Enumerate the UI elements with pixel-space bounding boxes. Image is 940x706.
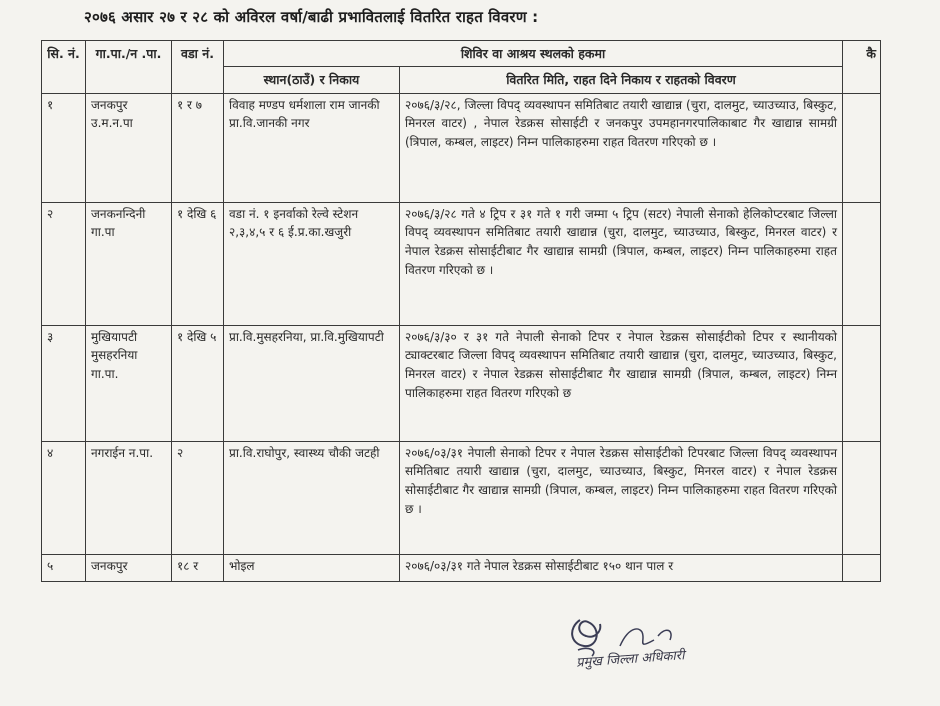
cell-sn: ३ (42, 325, 86, 441)
header-remarks: कै (843, 41, 881, 94)
cell-remarks (843, 202, 881, 325)
cell-ward: १ देखि ६ (172, 202, 224, 325)
signature-title: प्रमुख जिल्ला अधिकारी (575, 648, 685, 671)
cell-details: २०७६/३/२८, जिल्ला विपद् व्यवस्थापन समितिबाट तयारी खाद्यान्न (चुरा, दालमुट, च्याउच्याउ, बिस्कुट, मिनरल वाटर) , नेपाल रेडक्रस सोसाईटी र जनकपुर उपमहानगरपालिकाबाट गैर खाद्यान्न सामग्री (त्रिपाल, कम्बल, लाइटर) निम्न पालिकाहरुमा राहत वितरण गरिएको छ । (400, 93, 843, 202)
cell-municipality: जनकपुर उ.म.न.पा (86, 93, 172, 202)
cell-ward: २ (172, 441, 224, 554)
header-details: वितरित मिति, राहत दिने निकाय र राहतको विवरण (400, 67, 843, 93)
header-camp-group: शिविर वा आश्रय स्थलको हकमा (224, 41, 843, 67)
cell-sn: ५ (42, 554, 86, 581)
cell-municipality: मुखियापटी मुसहरनिया गा.पा. (86, 325, 172, 441)
table-row (42, 202, 881, 325)
header-municipality: गा.पा./न .पा. (86, 41, 172, 94)
table-row (42, 325, 881, 441)
cell-location: विवाह मण्डप धर्मशाला राम जानकी प्रा.वि.जानकी नगर (224, 93, 400, 202)
cell-remarks (843, 93, 881, 202)
cell-details: २०७६/०३/३१ नेपाली सेनाको टिपर र नेपाल रेडक्रस सोसाईटीको टिपरबाट जिल्ला विपद् व्यवस्थापन समितिबाट तयारी खाद्यान्न (चुरा, दालमुट, च्याउच्याउ, बिस्कुट, मिनरल वाटर) र नेपाल रेडक्रस सोसाईटीबाट गैर खाद्यान्न सामग्री (त्रिपाल, कम्बल, लाइटर) निम्न पालिकाहरुमा राहत वितरण गरिएको छ । (400, 441, 843, 554)
cell-sn: ४ (42, 441, 86, 554)
cell-ward: १ देखि ५ (172, 325, 224, 441)
page-title: २०७६ असार २७ र २८ को अविरल वर्षा/बाढी प्रभावितलाई वितरित राहत विवरण : (84, 8, 539, 26)
cell-sn: १ (42, 93, 86, 202)
cell-municipality: नगराईन न.पा. (86, 441, 172, 554)
cell-location: प्रा.वि.मुसहरनिया, प्रा.वि.मुखियापटी (224, 325, 400, 441)
table-row (42, 441, 881, 554)
cell-remarks (843, 441, 881, 554)
cell-sn: २ (42, 202, 86, 325)
cell-location: वडा नं. १ इनर्वाको रेल्वे स्टेशन २,३,४,५ र ६ ई.प्र.का.खजुरी (224, 202, 400, 325)
cell-details: २०७६/३/३० र ३१ गते नेपाली सेनाको टिपर र नेपाल रेडक्रस सोसाईटीको टिपर र स्थानीयको ट्याक्टरबाट जिल्ला विपद् व्यवस्थापन समितिबाट तयारी खाद्यान्न (चुरा, दालमुट, च्याउच्याउ, बिस्कुट, मिनरल वाटर) र नेपाल रेडक्रस सोसाईटीबाट गैर खाद्यान्न सामग्री (त्रिपाल, कम्बल, लाइटर) निम्न पालिकाहरुमा राहत वितरण गरिएको छ (400, 325, 843, 441)
header-row (42, 41, 881, 67)
table-row (42, 93, 881, 202)
cell-ward: १८ र (172, 554, 224, 581)
cell-ward: १ र ७ (172, 93, 224, 202)
header-location: स्थान(ठाउँ) र निकाय (224, 67, 400, 93)
cell-remarks (843, 325, 881, 441)
header-ward: वडा नं. (172, 41, 224, 94)
relief-table (41, 40, 881, 582)
table-row (42, 554, 881, 581)
cell-remarks (843, 554, 881, 581)
cell-municipality: जनकनन्दिनी गा.पा (86, 202, 172, 325)
cell-location: भोइल (224, 554, 400, 581)
header-sn: सि. नं. (42, 41, 86, 94)
cell-municipality: जनकपुर (86, 554, 172, 581)
cell-location: प्रा.वि.राघोपुर, स्वास्थ्य चौकी जटही (224, 441, 400, 554)
cell-details: २०७६/०३/३१ गते नेपाल रेडक्रस सोसाईटीबाट १५० थान पाल र (400, 554, 843, 581)
cell-details: २०७६/३/२८ गते ४ ट्रिप र ३१ गते १ गरी जम्मा ५ ट्रिप (सटर) नेपाली सेनाको हेलिकोप्टरबाट जिल्ला विपद् व्यवस्थापन समितिबाट तयारी खाद्यान्न (चुरा, दालमुट, च्याउच्याउ, बिस्कुट, मिनरल वाटर) र नेपाल रेडक्रस सोसाईटीबाट गैर खाद्यान्न सामग्री (त्रिपाल, कम्बल, लाइटर) निम्न पालिकाहरुमा राहत वितरण गरिएको छ । (400, 202, 843, 325)
